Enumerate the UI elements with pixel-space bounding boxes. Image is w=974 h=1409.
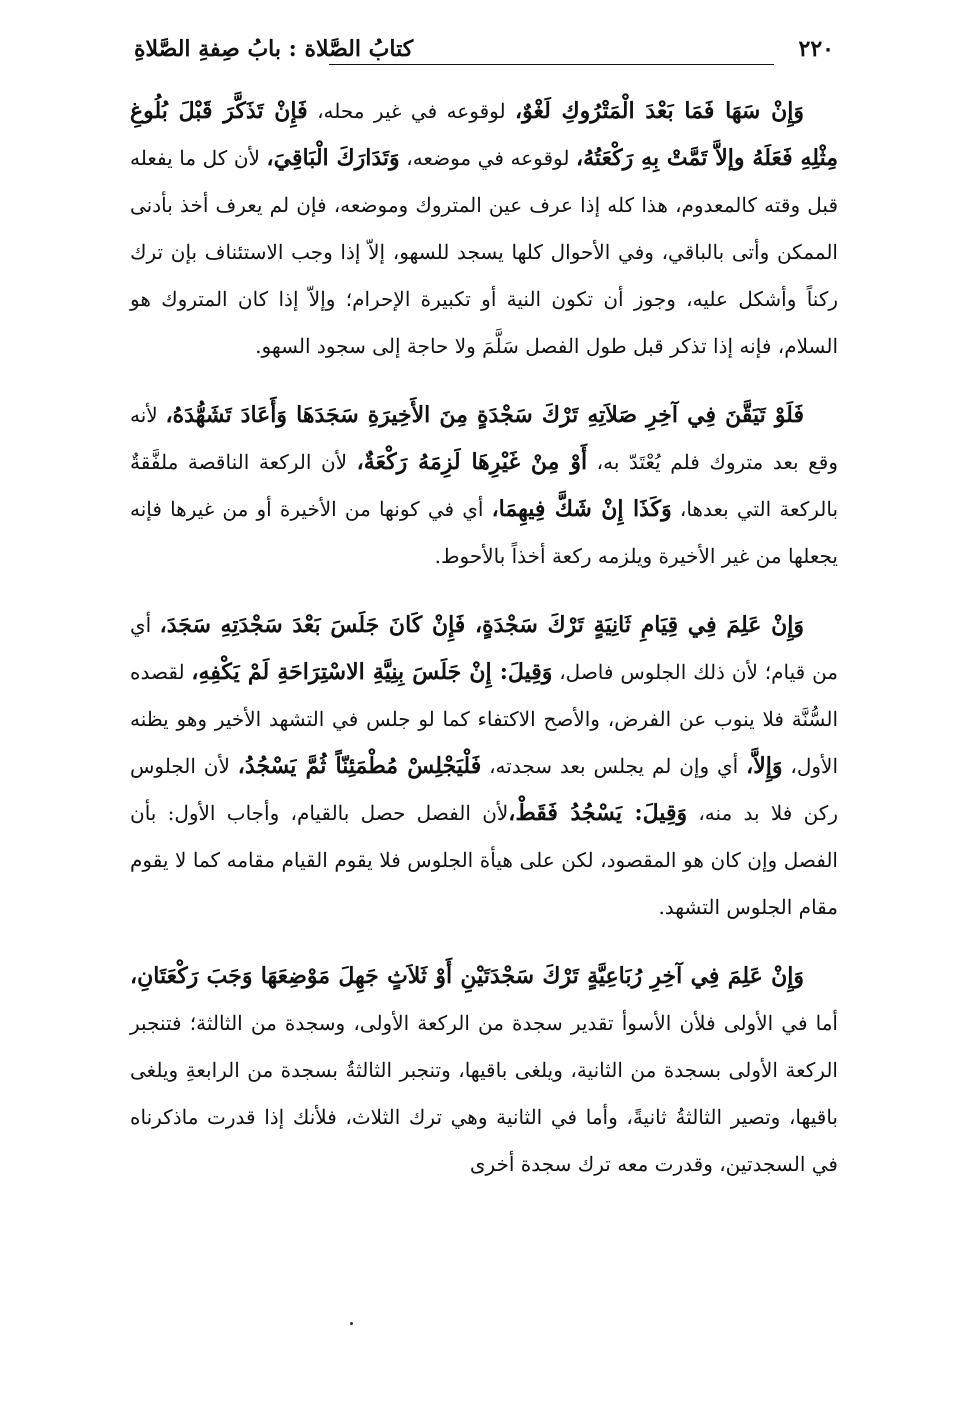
paragraph [130,392,838,580]
commentary-text: لأن الركعة الناقصة ملفَّقةٌ بالركعة التي بعدها، [130,450,839,521]
matn-text: وَتَدَارَكَ الْبَاقِيَ، [266,145,400,171]
paragraph [130,88,838,370]
body-text [130,88,838,1188]
matn-text: فَإِنْ تَذَكَّرَ قَبْلَ بُلُوغِ مِثْلِهِ فَعَلَهُ وإلاَّ تَمَّتْ بِهِ رَكْعَتُهُ، [130,98,838,171]
running-title: كتابُ الصَّلاة : بابُ صِفةِ الصَّلاةِ [134,36,414,62]
matn-text: أَوْ مِنْ غَيْرِهَا لَزِمَهُ رَكْعَةٌ، [356,449,588,475]
commentary-text: لوقوعه في موضعه، [399,146,577,170]
commentary-text: لأن كل ما يفعله قبل وقته كالمعدوم، هذا كله إذا عرف عين المتروك وموضعه، فإن لم يعرف أخذ بأدنى الممكن وأتى بالباقي، وفي الأحوال كلها يسجد للسهو، إلاّ إذا وجب الاستئناف بإن ترك ركناً وأشكل عليه، وجوز أن تكون النية أو تكبيرة الإحرام؛ وإلاّ إذا كان المتروك هو السلام، فإنه إذا تذكر قبل طول الفصل سَلَّمَ ولا حاجة إلى سجود السهو. [130,146,838,358]
matn-text: وَإِنْ عَلِمَ فِي آخِرِ رُبَاعِيَّةٍ تَرْكَ سَجْدَتَيْنِ أَوْ ثَلاَثٍ جَهِلَ مَوْضِعَهَا وَجَبَ رَكْعَتَانِ، [130,963,804,989]
commentary-text: لقصده السُّنَّة فلا ينوب عن الفرض، والأصح الاكتفاء كما لو جلس في التشهد الأخير وهو يظنه الأول، [130,660,839,778]
matn-text: وَكَذَا إِنْ شَكَّ فِيهِمَا، [491,496,672,522]
paragraph [130,602,838,931]
commentary-text: أي من قيام؛ لأن ذلك الجلوس فاصل، [130,613,839,684]
matn-text: وَإِنْ عَلِمَ فِي قِيَامِ ثَانِيَةٍ تَرْكَ سَجْدَةٍ، فَإِنْ كَانَ جَلَسَ بَعْدَ سَجْدَتِهِ سَجَدَ، [159,612,804,638]
matn-text: فَلَوْ تَيَقَّنَ فِي آخِرِ صَلاَتِهِ تَرْكَ سَجْدَةٍ مِنَ الأَخِيرَةِ سَجَدَهَا وَأَعَادَ تَشَهُّدَهُ، [165,402,804,428]
commentary-text: لوقوعه في غير محله، [307,99,516,123]
header-rule [329,64,774,65]
matn-text: وَإِنْ سَهَا فَمَا بَعْدَ الْمَتْرُوكِ لَغْوٌ، [515,98,804,124]
page-number: ٢٢٠ [798,36,834,62]
matn-text: وَإِلاَّ، [746,753,783,779]
paragraph [130,953,838,1188]
matn-text: وَقِيلَ: يَسْجُدُ فَقَطْ، [508,800,688,826]
matn-text: فَلْيَجْلِسْ مُطْمَئِنّاً ثُمَّ يَسْجُدُ، [237,753,482,779]
commentary-text: لأن الجلوس ركن فلا بد منه، [130,754,838,825]
commentary-text: أي وإن لم يجلس بعد سجدته، [481,754,747,778]
page-header [134,34,834,74]
matn-text: وَقِيلَ: إِنْ جَلَسَ بِنِيَّةِ الاسْتِرَاحَةِ لَمْ يَكْفِهِ، [191,659,553,685]
commentary-text: لأنه وقع بعد متروك فلم يُعْتَدّ به، [130,403,838,474]
commentary-text: أما في الأولى فلأن الأسوأ تقدير سجدة من الركعة الأولى، وسجدة من الثالثة؛ فتنجبر الركعة الأولى بسجدة من الثانية، ويلغى باقيها، وتنجبر الثالثةُ بسجدة من الرابعةِ ويلغى باقيها، وتصير الثالثةُ ثانيةً، وأما في الثانية وهي ترك الثلاث، فلأنك إذا قدرت ماذكرناه في السجدتين، وقدرت معه ترك سجدة أخرى [130,1011,838,1176]
commentary-text: أي في كونها من الأخيرة أو من غيرها فإنه يجعلها من غير الأخيرة ويلزمه ركعة أخذاً بالأحوط. [130,497,838,568]
commentary-text: لأن الفصل حصل بالقيام، وأجاب الأول: بأن الفصل وإن كان هو المقصود، لكن على هيأة الجلوس فلا يقوم القيام مقامه كما لا يقوم مقام الجلوس التشهد. [130,801,838,919]
page-speck [350,1322,353,1325]
